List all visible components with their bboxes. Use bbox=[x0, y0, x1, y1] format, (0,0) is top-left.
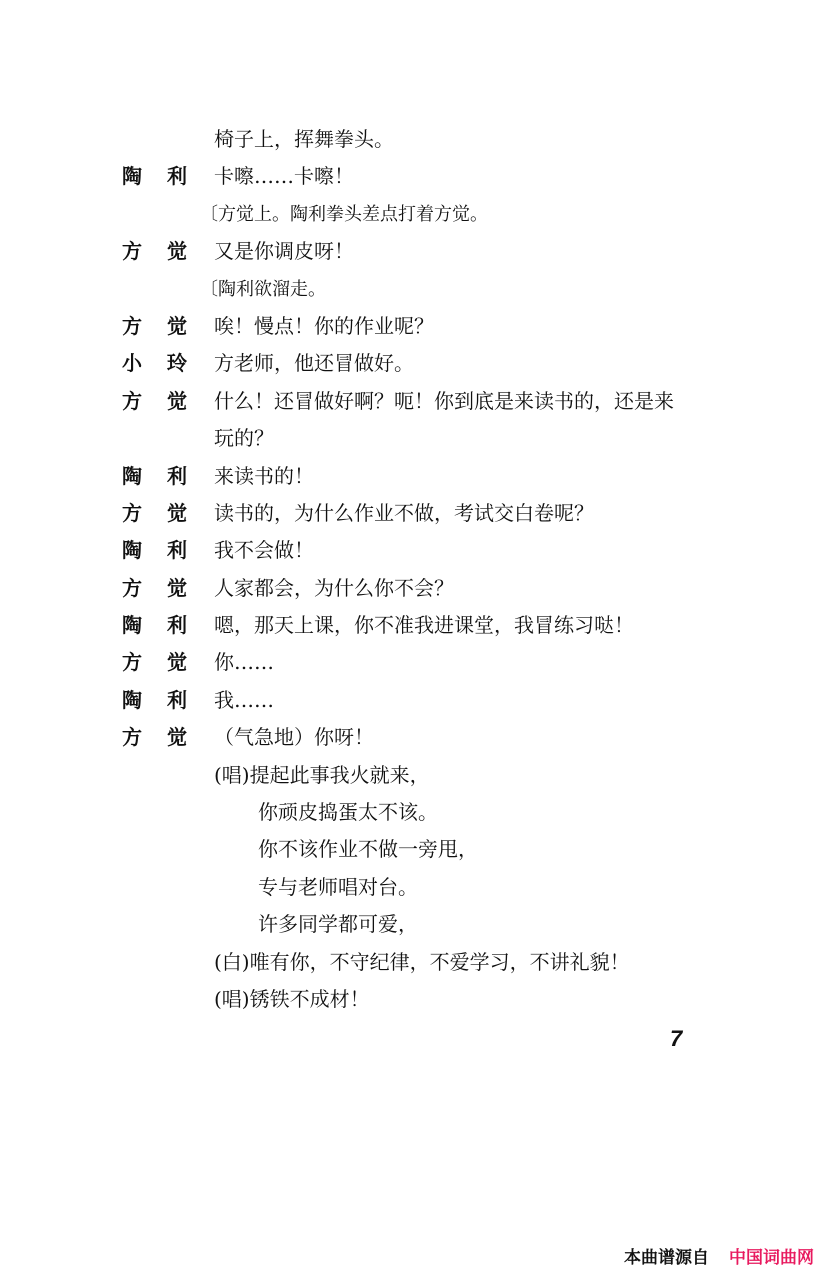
line-text: 读书的，为什么作业不做，考试交白卷呢？ bbox=[214, 500, 594, 525]
speaker-name-char: 方 bbox=[122, 500, 142, 525]
line-text: 你不该作业不做一旁甩， bbox=[258, 837, 478, 862]
line-text: 什么！还冒做好啊？呃！你到底是来读书的，还是来 bbox=[214, 388, 674, 413]
speaker-name-char: 小 bbox=[122, 351, 142, 376]
speaker-name-char: 方 bbox=[122, 239, 142, 264]
stage-direction bbox=[0, 196, 822, 233]
footer-credit bbox=[624, 1243, 814, 1268]
line-text: 方老师，他还冒做好。 bbox=[214, 351, 414, 376]
dialogue-line bbox=[0, 345, 822, 382]
speaker-name-char: 陶 bbox=[122, 687, 142, 712]
line-continuation bbox=[0, 944, 822, 981]
line-text: 人家都会，为什么你不会？ bbox=[214, 575, 454, 600]
line-text: (唱)提起此事我火就来， bbox=[214, 762, 430, 787]
speaker-name-char: 觉 bbox=[167, 575, 187, 600]
speaker-name-char: 陶 bbox=[122, 613, 142, 638]
dialogue-line bbox=[0, 383, 822, 420]
line-text: (白)唯有你，不守纪律，不爱学习，不讲礼貌！ bbox=[214, 949, 630, 974]
line-text: 〔方觉上。陶利拳头差点打着方觉。 bbox=[200, 203, 488, 225]
line-text: (唱)锈铁不成材！ bbox=[214, 986, 370, 1011]
speaker-name-char: 陶 bbox=[122, 463, 142, 488]
line-text: 我…… bbox=[214, 687, 274, 712]
footer-site-name[interactable]: 中国词曲网 bbox=[729, 1248, 814, 1268]
dialogue-line bbox=[0, 682, 822, 719]
speaker-name-char: 觉 bbox=[167, 313, 187, 338]
dialogue-line bbox=[0, 607, 822, 644]
line-text: 你顽皮捣蛋太不该。 bbox=[258, 800, 438, 825]
speaker-name-char: 方 bbox=[122, 650, 142, 675]
dialogue-line bbox=[0, 719, 822, 756]
speaker-name-char: 觉 bbox=[167, 239, 187, 264]
dialogue-line bbox=[0, 644, 822, 681]
speaker-name-char: 方 bbox=[122, 575, 142, 600]
line-continuation bbox=[0, 831, 822, 868]
speaker-name-char: 觉 bbox=[167, 388, 187, 413]
line-text: 专与老师唱对台。 bbox=[258, 874, 418, 899]
line-text: 椅子上，挥舞拳头。 bbox=[214, 127, 394, 151]
line-continuation bbox=[0, 906, 822, 943]
speaker-name-char: 利 bbox=[167, 687, 187, 712]
line-text: 嗯，那天上课，你不准我进课堂，我冒练习哒！ bbox=[214, 613, 634, 638]
line-continuation bbox=[0, 981, 822, 1018]
speaker-name-char: 利 bbox=[167, 613, 187, 638]
line-text: 许多同学都可爱， bbox=[258, 912, 418, 937]
footer-source-label: 本曲谱源自 bbox=[624, 1248, 709, 1268]
speaker-name-char: 觉 bbox=[167, 725, 187, 750]
line-continuation bbox=[0, 794, 822, 831]
speaker-name-char: 觉 bbox=[167, 650, 187, 675]
speaker-name-char: 方 bbox=[122, 725, 142, 750]
speaker-name-char: 方 bbox=[122, 313, 142, 338]
line-text: 我不会做！ bbox=[214, 538, 314, 563]
dialogue-line bbox=[0, 458, 822, 495]
speaker-name-char: 利 bbox=[167, 164, 187, 189]
speaker-name-char: 陶 bbox=[122, 538, 142, 563]
script-body bbox=[0, 121, 822, 1018]
line-continuation bbox=[0, 420, 822, 457]
line-text: 你…… bbox=[214, 650, 274, 675]
line-text: 又是你调皮呀！ bbox=[214, 239, 354, 264]
line-text: 唉！慢点！你的作业呢？ bbox=[214, 313, 434, 338]
line-continuation bbox=[0, 121, 822, 158]
dialogue-line bbox=[0, 532, 822, 569]
dialogue-line bbox=[0, 158, 822, 195]
stage-direction bbox=[0, 271, 822, 308]
dialogue-line bbox=[0, 570, 822, 607]
page-number: 7 bbox=[670, 1026, 683, 1051]
dialogue-line bbox=[0, 495, 822, 532]
line-continuation bbox=[0, 757, 822, 794]
speaker-name-char: 陶 bbox=[122, 164, 142, 189]
line-text: 卡嚓……卡嚓！ bbox=[214, 164, 354, 189]
speaker-name-char: 方 bbox=[122, 388, 142, 413]
speaker-name-char: 利 bbox=[167, 463, 187, 488]
dialogue-line bbox=[0, 308, 822, 345]
dialogue-line bbox=[0, 233, 822, 270]
line-text: 玩的？ bbox=[214, 426, 274, 451]
line-text: （气急地）你呀！ bbox=[214, 725, 374, 750]
speaker-name-char: 利 bbox=[167, 538, 187, 563]
line-continuation bbox=[0, 869, 822, 906]
line-text: 来读书的！ bbox=[214, 463, 314, 488]
speaker-name-char: 觉 bbox=[167, 500, 187, 525]
speaker-name-char: 玲 bbox=[167, 351, 187, 376]
line-text: 〔陶利欲溜走。 bbox=[200, 278, 326, 300]
